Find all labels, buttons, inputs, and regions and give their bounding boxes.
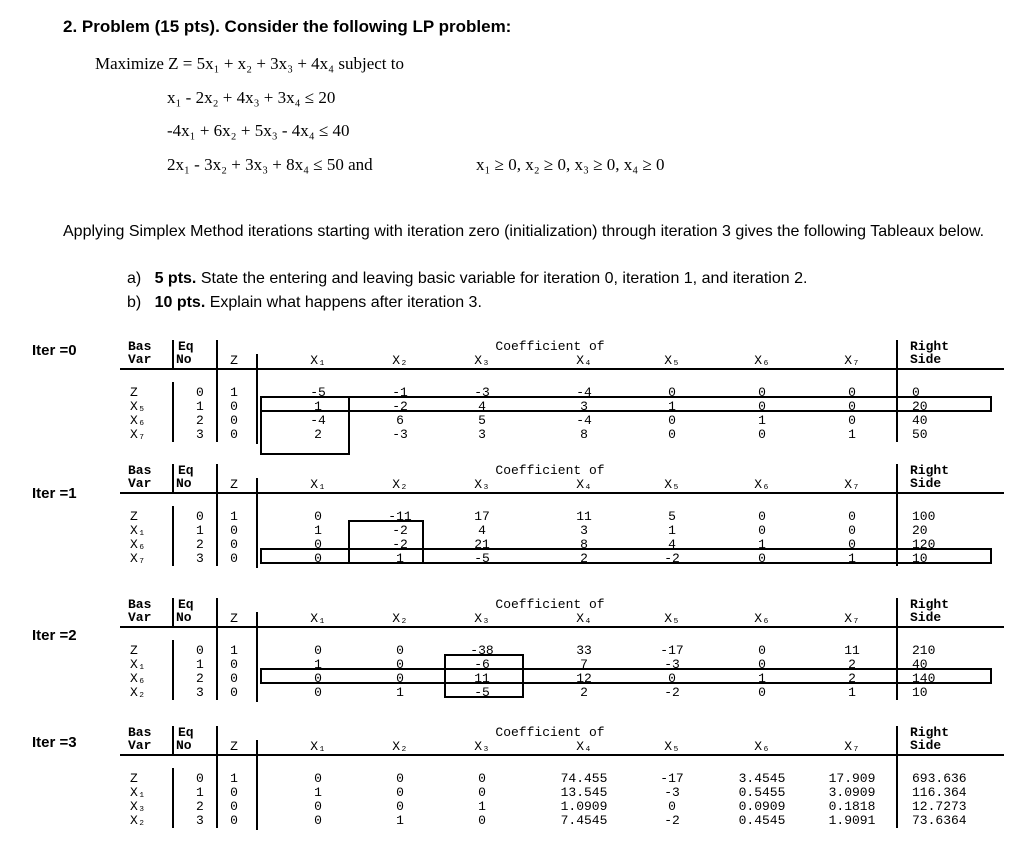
header-no: No [176, 738, 192, 753]
equation-number: 1 [196, 785, 204, 800]
coefficient-x1: 1 [314, 399, 322, 414]
header-col-x6: X₆ [754, 353, 770, 368]
header-col-x5: X₅ [664, 353, 680, 368]
coefficient-x7: 3.0909 [828, 785, 876, 800]
header-col-x7: X₇ [844, 353, 860, 368]
z-coefficient: 1 [230, 643, 238, 658]
coefficient-x2: 1 [396, 551, 404, 566]
coefficient-x7: 17.909 [828, 771, 876, 786]
question-b [127, 294, 482, 312]
coefficient-x7: 0 [848, 537, 856, 552]
right-side-value: 40 [912, 657, 928, 672]
coefficient-x7: 2 [848, 671, 856, 686]
header-z: Z [230, 477, 238, 492]
coefficient-x3: -6 [474, 657, 490, 672]
header-col-x4: X₄ [576, 739, 592, 754]
coefficient-x4: 74.455 [560, 771, 608, 786]
coefficient-x6: 0 [758, 685, 766, 700]
question-b-points: 10 pts. [154, 294, 206, 311]
header-bas: Bas [128, 463, 152, 478]
z-coefficient: 1 [230, 771, 238, 786]
divider-eq-z [216, 340, 218, 442]
header-var: Var [128, 738, 152, 753]
pivot-column-highlight [348, 520, 424, 564]
coefficient-x1: 0 [314, 813, 322, 828]
divider-bas-eq [172, 768, 174, 828]
question-a-text: State the entering and leaving basic variable for iteration 0, iteration 1, and iteration 2. [196, 270, 808, 287]
coefficient-x4: 7.4545 [560, 813, 608, 828]
header-rule [120, 626, 1004, 628]
coefficient-x3: 3 [478, 427, 486, 442]
header-col-x5: X₅ [664, 611, 680, 626]
divider-eq-z [216, 726, 218, 828]
intro-paragraph: Applying Simplex Method iterations starting with iteration zero (initialization) through iteration 3 gives the following Tableaux below. [63, 223, 985, 240]
coefficient-x4: 8 [580, 427, 588, 442]
equation-number: 0 [196, 385, 204, 400]
right-side-value: 0 [912, 385, 920, 400]
header-no: No [176, 610, 192, 625]
header-coefficient-of: Coefficient of [495, 725, 605, 740]
coefficient-x2: -11 [388, 509, 412, 524]
coefficient-x2: -2 [392, 523, 408, 538]
right-side-value: 10 [912, 551, 928, 566]
objective-function: Maximize Z = 5x₁ + x₂ + 3x₃ + 4x₄ subject to [95, 54, 404, 73]
header-eq: Eq [178, 597, 194, 612]
z-coefficient: 0 [230, 413, 238, 428]
equation-number: 1 [196, 523, 204, 538]
tableau-iter-2 [120, 598, 1000, 713]
header-col-x3: X₃ [474, 477, 490, 492]
z-coefficient: 0 [230, 427, 238, 442]
coefficient-x2: -1 [392, 385, 408, 400]
coefficient-x5: -2 [664, 551, 680, 566]
coefficient-x3: 21 [474, 537, 490, 552]
coefficient-x7: 1.9091 [828, 813, 876, 828]
equation-number: 2 [196, 799, 204, 814]
coefficient-x3: -5 [474, 551, 490, 566]
coefficient-x7: 11 [844, 643, 860, 658]
coefficient-x5: -17 [660, 771, 684, 786]
coefficient-x6: 0 [758, 427, 766, 442]
coefficient-x4: 13.545 [560, 785, 608, 800]
header-bas: Bas [128, 725, 152, 740]
coefficient-x2: -2 [392, 399, 408, 414]
coefficient-x1: 0 [314, 509, 322, 524]
tableau-iter-1 [120, 464, 1000, 579]
basic-variable: Z [130, 385, 138, 400]
coefficient-x1: -5 [310, 385, 326, 400]
pivot-column-highlight [444, 654, 524, 698]
coefficient-x6: 0 [758, 523, 766, 538]
header-rule [120, 754, 1004, 756]
header-col-x1: X₁ [310, 353, 326, 368]
right-side-value: 140 [912, 671, 936, 686]
coefficient-x1: 1 [314, 523, 322, 538]
coefficient-x3: 1 [478, 799, 486, 814]
divider-bas-eq-header [172, 464, 174, 492]
header-col-x7: X₇ [844, 739, 860, 754]
coefficient-x6: 1 [758, 671, 766, 686]
equation-number: 0 [196, 771, 204, 786]
header-col-x1: X₁ [310, 611, 326, 626]
header-col-x2: X₂ [392, 477, 408, 492]
right-side-value: 73.6364 [912, 813, 967, 828]
coefficient-x3: 17 [474, 509, 490, 524]
coefficient-x2: 1 [396, 685, 404, 700]
question-b-text: Explain what happens after iteration 3. [205, 294, 482, 311]
header-col-x7: X₇ [844, 611, 860, 626]
coefficient-x5: 0 [668, 427, 676, 442]
pivot-column-highlight [260, 396, 350, 455]
coefficient-x7: 0 [848, 523, 856, 538]
basic-variable: X₇ [130, 551, 146, 566]
header-col-x4: X₄ [576, 611, 592, 626]
right-side-value: 116.364 [912, 785, 967, 800]
header-right: Right [910, 339, 950, 354]
coefficient-x4: 8 [580, 537, 588, 552]
coefficient-x6: 0 [758, 643, 766, 658]
coefficient-x7: 0 [848, 385, 856, 400]
basic-variable: X₆ [130, 537, 146, 552]
header-z: Z [230, 611, 238, 626]
header-bas: Bas [128, 339, 152, 354]
divider-bas-eq-header [172, 340, 174, 368]
header-col-x7: X₇ [844, 477, 860, 492]
divider-bas-eq [172, 382, 174, 442]
coefficient-x1: 0 [314, 685, 322, 700]
header-side: Side [910, 476, 942, 491]
equation-number: 1 [196, 657, 204, 672]
coefficient-x6: 1 [758, 413, 766, 428]
coefficient-x7: 1 [848, 685, 856, 700]
coefficient-x3: 5 [478, 413, 486, 428]
question-a-points: 5 pts. [154, 270, 197, 287]
divider-eq-z [216, 598, 218, 700]
iter-1-label: Iter =1 [32, 485, 77, 502]
header-var: Var [128, 610, 152, 625]
coefficient-x6: 0.5455 [738, 785, 786, 800]
divider-bas-eq-header [172, 598, 174, 626]
header-col-x6: X₆ [754, 611, 770, 626]
coefficient-x2: 0 [396, 643, 404, 658]
header-col-x6: X₆ [754, 477, 770, 492]
coefficient-x1: 0 [314, 643, 322, 658]
question-a [127, 270, 807, 288]
z-coefficient: 0 [230, 537, 238, 552]
header-col-x5: X₅ [664, 739, 680, 754]
coefficient-x2: 0 [396, 799, 404, 814]
coefficient-x4: -4 [576, 385, 592, 400]
z-coefficient: 0 [230, 799, 238, 814]
header-right: Right [910, 597, 950, 612]
coefficient-x4: 12 [576, 671, 592, 686]
divider-rhs [896, 598, 898, 700]
z-coefficient: 0 [230, 785, 238, 800]
divider-bas-eq [172, 640, 174, 700]
basic-variable: X₅ [130, 399, 146, 414]
right-side-value: 40 [912, 413, 928, 428]
coefficient-x5: 0 [668, 799, 676, 814]
coefficient-x5: 0 [668, 413, 676, 428]
iter-0-label: Iter =0 [32, 342, 77, 359]
coefficient-x5: -3 [664, 657, 680, 672]
z-coefficient: 0 [230, 671, 238, 686]
divider-z-coef [256, 740, 258, 830]
coefficient-x6: 1 [758, 537, 766, 552]
divider-rhs [896, 340, 898, 442]
right-side-value: 12.7273 [912, 799, 967, 814]
header-col-x5: X₅ [664, 477, 680, 492]
coefficient-x4: 2 [580, 551, 588, 566]
header-coefficient-of: Coefficient of [495, 463, 605, 478]
z-coefficient: 1 [230, 509, 238, 524]
equation-number: 3 [196, 813, 204, 828]
basic-variable: X₆ [130, 671, 146, 686]
header-col-x2: X₂ [392, 611, 408, 626]
coefficient-x5: 0 [668, 385, 676, 400]
coefficient-x2: 1 [396, 813, 404, 828]
nonnegativity-constraints: x₁ ≥ 0, x₂ ≥ 0, x₃ ≥ 0, x₄ ≥ 0 [476, 155, 665, 174]
coefficient-x6: 0 [758, 399, 766, 414]
coefficient-x7: 2 [848, 657, 856, 672]
question-b-label: b) [127, 294, 142, 311]
header-coefficient-of: Coefficient of [495, 597, 605, 612]
equation-number: 0 [196, 643, 204, 658]
basic-variable: X₂ [130, 813, 146, 828]
coefficient-x5: 1 [668, 399, 676, 414]
right-side-value: 693.636 [912, 771, 967, 786]
coefficient-x2: 0 [396, 657, 404, 672]
coefficient-x2: -2 [392, 537, 408, 552]
coefficient-x4: -4 [576, 413, 592, 428]
header-col-x4: X₄ [576, 477, 592, 492]
right-side-value: 20 [912, 399, 928, 414]
coefficient-x5: -2 [664, 813, 680, 828]
coefficient-x7: 1 [848, 427, 856, 442]
z-coefficient: 0 [230, 551, 238, 566]
header-col-x3: X₃ [474, 739, 490, 754]
coefficient-x2: 0 [396, 671, 404, 686]
constraint-3: 2x₁ - 3x₂ + 3x₃ + 8x₄ ≤ 50 and [167, 155, 373, 174]
coefficient-x4: 2 [580, 685, 588, 700]
header-z: Z [230, 353, 238, 368]
coefficient-x3: 0 [478, 813, 486, 828]
basic-variable: X₁ [130, 523, 146, 538]
z-coefficient: 0 [230, 399, 238, 414]
coefficient-x2: -3 [392, 427, 408, 442]
equation-number: 3 [196, 685, 204, 700]
equation-number: 2 [196, 537, 204, 552]
coefficient-x5: -17 [660, 643, 684, 658]
coefficient-x7: 0 [848, 509, 856, 524]
basic-variable: X₂ [130, 685, 146, 700]
basic-variable: X₃ [130, 799, 146, 814]
coefficient-x1: 0 [314, 771, 322, 786]
coefficient-x2: 0 [396, 771, 404, 786]
coefficient-x3: -38 [470, 643, 494, 658]
basic-variable: Z [130, 771, 138, 786]
tableau-iter-3 [120, 726, 1000, 841]
coefficient-x5: -3 [664, 785, 680, 800]
header-var: Var [128, 352, 152, 367]
coefficient-x7: 0 [848, 413, 856, 428]
coefficient-x1: 1 [314, 657, 322, 672]
header-eq: Eq [178, 725, 194, 740]
coefficient-x3: 0 [478, 785, 486, 800]
equation-number: 3 [196, 551, 204, 566]
header-var: Var [128, 476, 152, 491]
coefficient-x7: 1 [848, 551, 856, 566]
header-z: Z [230, 739, 238, 754]
coefficient-x4: 3 [580, 399, 588, 414]
pivot-row-highlight [260, 668, 992, 684]
coefficient-x3: 11 [474, 671, 490, 686]
divider-eq-z [216, 464, 218, 566]
coefficient-x1: 0 [314, 671, 322, 686]
header-col-x2: X₂ [392, 353, 408, 368]
divider-rhs [896, 726, 898, 828]
right-side-value: 100 [912, 509, 936, 524]
right-side-value: 120 [912, 537, 936, 552]
header-side: Side [910, 352, 942, 367]
header-col-x1: X₁ [310, 739, 326, 754]
coefficient-x4: 3 [580, 523, 588, 538]
coefficient-x4: 33 [576, 643, 592, 658]
coefficient-x1: -4 [310, 413, 326, 428]
header-right: Right [910, 463, 950, 478]
right-side-value: 210 [912, 643, 936, 658]
coefficient-x5: -2 [664, 685, 680, 700]
coefficient-x6: 0 [758, 385, 766, 400]
header-eq: Eq [178, 463, 194, 478]
header-eq: Eq [178, 339, 194, 354]
coefficient-x2: 0 [396, 785, 404, 800]
z-coefficient: 0 [230, 523, 238, 538]
header-no: No [176, 352, 192, 367]
constraint-1: x₁ - 2x₂ + 4x₃ + 3x₄ ≤ 20 [167, 88, 336, 107]
iter-3-label: Iter =3 [32, 734, 77, 751]
coefficient-x2: 6 [396, 413, 404, 428]
header-side: Side [910, 738, 942, 753]
coefficient-x4: 1.0909 [560, 799, 608, 814]
basic-variable: X₆ [130, 413, 146, 428]
coefficient-x7: 0 [848, 399, 856, 414]
coefficient-x5: 5 [668, 509, 676, 524]
iter-2-label: Iter =2 [32, 627, 77, 644]
coefficient-x1: 0 [314, 799, 322, 814]
divider-bas-eq-header [172, 726, 174, 754]
header-no: No [176, 476, 192, 491]
coefficient-x5: 1 [668, 523, 676, 538]
z-coefficient: 0 [230, 813, 238, 828]
constraint-2: -4x₁ + 6x₂ + 5x₃ - 4x₄ ≤ 40 [167, 121, 350, 140]
coefficient-x5: 4 [668, 537, 676, 552]
coefficient-x1: 0 [314, 537, 322, 552]
header-right: Right [910, 725, 950, 740]
header-col-x2: X₂ [392, 739, 408, 754]
header-col-x6: X₆ [754, 739, 770, 754]
equation-number: 2 [196, 413, 204, 428]
tableau-iter-0 [120, 340, 1000, 455]
equation-number: 3 [196, 427, 204, 442]
coefficient-x6: 0.0909 [738, 799, 786, 814]
right-side-value: 10 [912, 685, 928, 700]
coefficient-x3: 4 [478, 399, 486, 414]
header-coefficient-of: Coefficient of [495, 339, 605, 354]
header-rule [120, 492, 1004, 494]
coefficient-x1: 1 [314, 785, 322, 800]
equation-number: 0 [196, 509, 204, 524]
header-bas: Bas [128, 597, 152, 612]
pivot-row-highlight [260, 396, 992, 412]
coefficient-x3: -3 [474, 385, 490, 400]
z-coefficient: 0 [230, 685, 238, 700]
coefficient-x1: 0 [314, 551, 322, 566]
coefficient-x3: 4 [478, 523, 486, 538]
problem-title: 2. Problem (15 pts). Consider the following LP problem: [63, 17, 512, 36]
coefficient-x1: 2 [314, 427, 322, 442]
right-side-value: 20 [912, 523, 928, 538]
basic-variable: X₇ [130, 427, 146, 442]
coefficient-x6: 0 [758, 509, 766, 524]
right-side-value: 50 [912, 427, 928, 442]
header-col-x3: X₃ [474, 353, 490, 368]
divider-z-coef [256, 354, 258, 444]
coefficient-x3: -5 [474, 685, 490, 700]
coefficient-x6: 0 [758, 657, 766, 672]
coefficient-x4: 7 [580, 657, 588, 672]
coefficient-x3: 0 [478, 771, 486, 786]
equation-number: 2 [196, 671, 204, 686]
divider-z-coef [256, 612, 258, 702]
z-coefficient: 1 [230, 385, 238, 400]
coefficient-x6: 0 [758, 551, 766, 566]
coefficient-x6: 3.4545 [738, 771, 786, 786]
coefficient-x5: 0 [668, 671, 676, 686]
basic-variable: X₁ [130, 785, 146, 800]
header-col-x4: X₄ [576, 353, 592, 368]
header-rule [120, 368, 1004, 370]
divider-z-coef [256, 478, 258, 568]
coefficient-x7: 0.1818 [828, 799, 876, 814]
coefficient-x4: 11 [576, 509, 592, 524]
basic-variable: Z [130, 643, 138, 658]
header-col-x1: X₁ [310, 477, 326, 492]
header-side: Side [910, 610, 942, 625]
header-col-x3: X₃ [474, 611, 490, 626]
coefficient-x6: 0.4545 [738, 813, 786, 828]
basic-variable: X₁ [130, 657, 146, 672]
basic-variable: Z [130, 509, 138, 524]
divider-bas-eq [172, 506, 174, 566]
question-a-label: a) [127, 270, 142, 287]
z-coefficient: 0 [230, 657, 238, 672]
equation-number: 1 [196, 399, 204, 414]
